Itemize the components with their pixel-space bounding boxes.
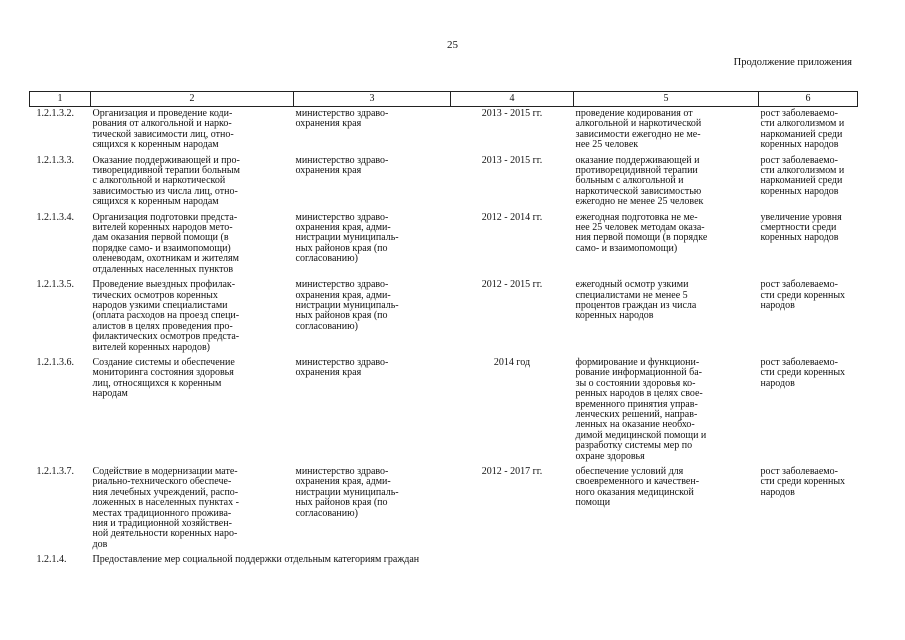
consequence-text: рост заболеваемо- сти среди коренных народов: [760, 466, 846, 498]
consequence-text: рост заболеваемо- сти среди коренных народов: [760, 356, 846, 389]
table-row: [30, 356, 858, 465]
header-col-1: 1: [30, 92, 91, 107]
item-code: 1.2.1.3.6.: [36, 356, 74, 368]
period-text: 2014 год: [493, 356, 531, 368]
result-text: ежегодный осмотр узкими специалистами не менее 5 процентов граждан из числа коренных народов: [575, 279, 697, 322]
activity-text: Организация и проведение коди- рования от алкогольной и нарко- тической зависимости лиц, отно- сящихся к коренным народам: [92, 108, 234, 151]
header-col-4: 4: [451, 92, 574, 107]
header-col-2: 2: [91, 92, 294, 107]
item-code: 1.2.1.3.4.: [36, 211, 74, 223]
consequence-text: рост заболеваемо- сти алкоголизмом и наркоманией среди коренных народов: [760, 108, 845, 151]
result-text: формирование и функциони- рование информационной ба- зы о состоянии здоровья ко- ренных народов в целях свое- временного принятия управ- ленческих решений, направ- ленных на оказание необхо- димой медицинской помощи и разработку системы мер по охране здоровья: [575, 356, 707, 462]
result-text: ежегодная подготовка не ме- нее 25 человек методам оказа- ния первой помощи (в порядке само- и взаимопомощи): [575, 211, 708, 254]
header-col-5: 5: [574, 92, 759, 107]
executor-text: министерство здраво- охранения края, адми- нистрации муниципаль- ных районов края (по согласованию): [295, 211, 399, 265]
table-row: [30, 278, 858, 356]
item-code: 1.2.1.3.5.: [36, 279, 74, 291]
activity-text: Создание системы и обеспечение мониторинга состояния здоровья лиц, относящихся к коренным народам: [92, 356, 235, 400]
executor-text: министерство здраво- охранения края: [295, 356, 389, 379]
table-row: [30, 465, 858, 553]
header-col-3: 3: [294, 92, 451, 107]
result-text: проведение кодирования от алкогольной и наркотической зависимости ежегодно не ме- нее 25 человек: [575, 108, 702, 151]
period-text: 2012 - 2015 гг.: [481, 279, 543, 291]
table-row: [30, 154, 858, 211]
table-row: [30, 211, 858, 278]
activity-text: Проведение выездных профилак- тических осмотров коренных народов узкими специалистами (оплата расходов на проезд специ- алистов в целях проведения про- филактических осмотров предста- вителей коренных народов): [92, 279, 240, 353]
table-row: [30, 107, 858, 154]
program-table: [29, 91, 858, 569]
period-text: 2012 - 2014 гг.: [481, 211, 543, 223]
section-title: Предоставление мер социальной поддержки отдельным категориям граждан: [92, 554, 420, 566]
header-row: [30, 92, 858, 107]
continuation-label: Продолжение приложения: [733, 57, 852, 68]
executor-text: министерство здраво- охранения края: [295, 154, 389, 177]
consequence-text: рост заболеваемо- сти алкоголизмом и наркоманией среди коренных народов: [760, 154, 845, 197]
period-text: 2012 - 2017 гг.: [481, 466, 543, 477]
item-code: 1.2.1.3.3.: [36, 154, 74, 166]
section-code: 1.2.1.4.: [36, 554, 67, 566]
executor-text: министерство здраво- охранения края, адми- нистрации муниципаль- ных районов края (по согласованию): [295, 279, 399, 332]
consequence-text: рост заболеваемо- сти среди коренных народов: [760, 279, 846, 311]
executor-text: министерство здраво- охранения края, адми- нистрации муниципаль- ных районов края (по согласованию): [295, 466, 399, 519]
activity-text: Организация подготовки предста- вителей коренных народов мето- дам оказания первой помощи (в порядке само- и взаимопомощи) оленеводам, охотникам и жителям отдаленных населенных пунктов: [92, 211, 239, 275]
section-row: [30, 553, 858, 568]
result-text: обеспечение условий для своевременного и качествен- ного оказания медицинской помощи: [575, 466, 700, 509]
executor-text: министерство здраво- охранения края: [295, 108, 389, 130]
page-number: 25: [447, 39, 458, 51]
item-code: 1.2.1.3.2.: [36, 108, 74, 119]
activity-text: Содействие в модернизации мате- риально-технического обеспече- ния лечебных учреждений, распо- ложенных в населенных пунктах - местах традиционного прожива- ния и традиционной хозяйствен- ной деятельности коренных наро- дов: [92, 466, 239, 550]
result-text: оказание поддерживающей и противорецидивной терапии больным с алкогольной и наркотической зависимостью ежегодно не менее 25 человек: [575, 154, 704, 208]
period-text: 2013 - 2015 гг.: [481, 154, 543, 166]
activity-text: Оказание поддерживающей и про- тиворецидивной терапии больным с алкогольной и наркотической зависимостью из числа лиц, отно- сящихся к коренным народам: [92, 154, 240, 208]
consequence-text: увеличение уровня смертности среди коренных народов: [760, 211, 842, 244]
period-text: 2013 - 2015 гг.: [481, 108, 543, 119]
item-code: 1.2.1.3.7.: [36, 466, 74, 477]
header-col-6: 6: [759, 92, 858, 107]
